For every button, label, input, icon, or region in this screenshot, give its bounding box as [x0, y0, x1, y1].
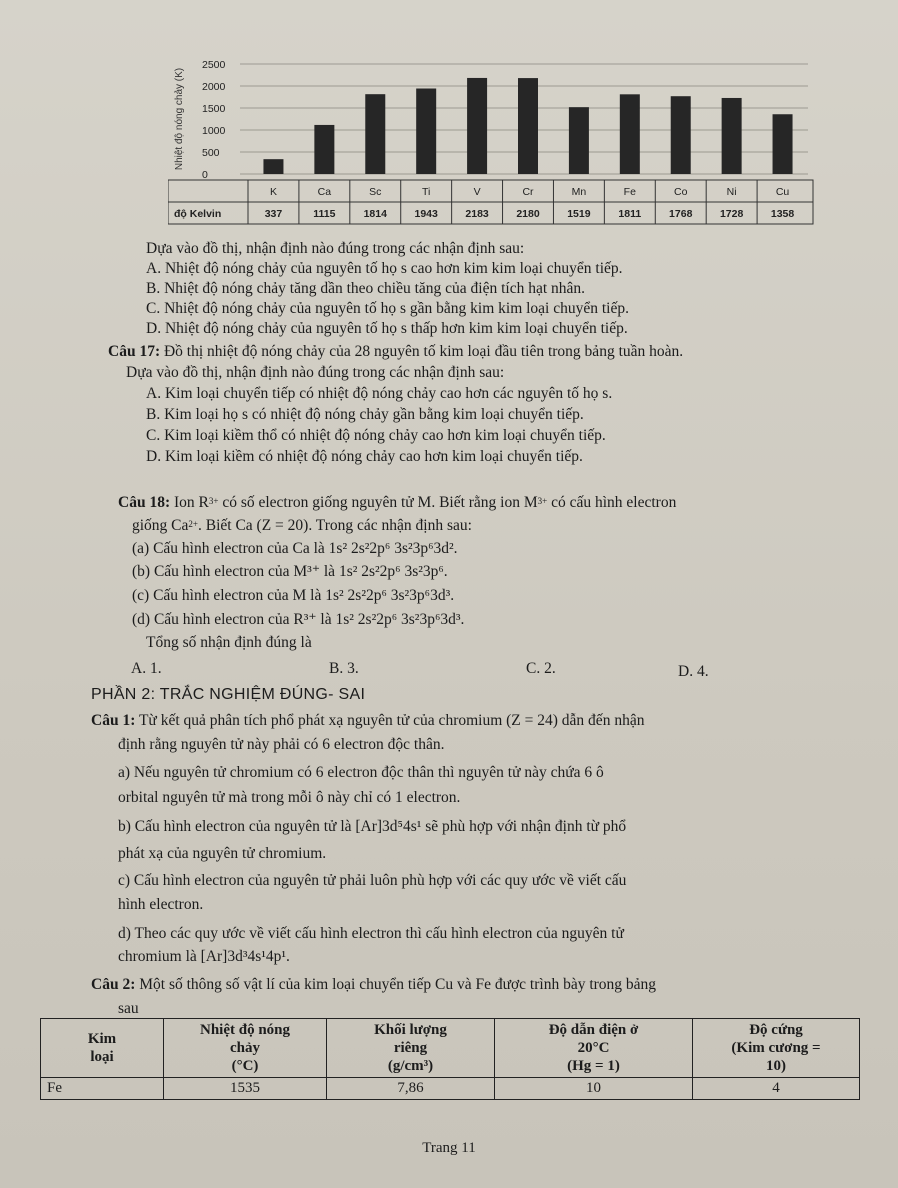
q17-option-d: D. Kim loại kiềm có nhiệt độ nóng chảy cao hơn kim loại chuyển tiếp.	[146, 448, 583, 465]
q17-text: Đồ thị nhiệt độ nóng chảy của 28 nguyên tố kim loại đầu tiên trong bảng tuần hoàn.	[163, 343, 684, 360]
y-tick-label: 2500	[202, 59, 226, 71]
part2-q1-c-line1: c) Cấu hình electron của nguyên tử phải luôn phù hợp với các quy ước về viết cấu	[118, 872, 627, 889]
q18-stem-line2	[132, 517, 472, 535]
value-label-v: 2183	[465, 208, 489, 220]
q18-intro-line2-2: . Biết Ca (Z = 20). Trong các nhận định sau:	[197, 517, 472, 534]
value-label-ca: 1115	[313, 208, 336, 220]
value-label-mn: 1519	[567, 208, 591, 220]
header-hard-line2: (Kim cương =	[731, 1040, 821, 1056]
q18-statement-c: (c) Cấu hình electron của M là 1s² 2s²2p⁶ 3s²3p⁶3d³.	[132, 587, 455, 604]
table-row	[41, 1078, 860, 1100]
melting-point-chart	[168, 50, 820, 240]
part2-q2-line2: sau	[118, 1000, 139, 1017]
y-tick-label: 2000	[202, 81, 226, 93]
part2-q1-stem	[91, 712, 644, 730]
part2-q2-stem	[91, 976, 656, 994]
value-label-k: 337	[264, 208, 283, 220]
category-label-ni: Ni	[726, 186, 737, 198]
q18-summary: Tổng số nhận định đúng là	[146, 634, 312, 651]
category-label-k: K	[269, 186, 277, 198]
value-label-cr: 2180	[516, 208, 540, 220]
header-melt-line1: Nhiệt độ nóng	[199, 1022, 291, 1038]
bar-cu	[773, 114, 793, 174]
q16-option-d: D. Nhiệt độ nóng chảy của nguyên tố họ s thấp hơn kim kim loại chuyển tiếp.	[146, 320, 628, 337]
page-number: Trang 11	[422, 1140, 476, 1156]
y-tick-label: 0	[202, 169, 208, 181]
header-density-line2: riêng	[393, 1040, 428, 1056]
part2-q1-b-line2: phát xạ của nguyên tử chromium.	[118, 845, 327, 862]
header-density-line1: Khối lượng	[374, 1022, 447, 1038]
header-conductivity	[495, 1019, 693, 1078]
bar-sc	[365, 94, 385, 174]
part2-q1-c-line2: hình electron.	[118, 896, 204, 913]
header-melting-point	[164, 1019, 327, 1078]
q17-option-a: A. Kim loại chuyển tiếp có nhiệt độ nóng chảy cao hơn các nguyên tố họ s.	[146, 385, 613, 402]
q18-intro-1: Ion R	[173, 494, 209, 511]
bar-k	[263, 159, 283, 174]
header-cond-line3: (Hg = 1)	[567, 1058, 620, 1074]
cell-hardness: 4	[693, 1078, 860, 1100]
cell-conductivity: 10	[495, 1078, 693, 1100]
header-melt-line2: chảy	[230, 1040, 260, 1056]
bar-ti	[416, 89, 436, 174]
value-label-fe: 1811	[618, 208, 642, 220]
q18-intro-2: có số electron giống nguyên tử M. Biết rằng ion M	[218, 494, 538, 511]
q18-option-a: A. 1.	[131, 660, 162, 677]
category-label-sc: Sc	[369, 186, 382, 198]
category-label-v: V	[473, 186, 481, 198]
part2-q1-d-line2: chromium là [Ar]3d³4s¹4p¹.	[118, 948, 290, 965]
header-melt-line3: (°C)	[231, 1058, 259, 1074]
q18-statement-a: (a) Cấu hình electron của Ca là 1s² 2s²2p⁶ 3s²3p⁶3d².	[132, 540, 458, 557]
header-density-line3: (g/cm³)	[387, 1058, 434, 1074]
part2-q1-line1: Từ kết quả phân tích phổ phát xạ nguyên tử của chromium (Z = 24) dẫn đến nhận	[138, 712, 645, 729]
header-density	[327, 1019, 495, 1078]
cell-melt: 1535	[164, 1078, 327, 1100]
q18-sup-m: 3+	[537, 496, 548, 506]
bar-co	[671, 96, 691, 174]
bar-mn	[569, 107, 589, 174]
part2-q1-a-line1: a) Nếu nguyên tử chromium có 6 electron độc thân thì nguyên tử này chứa 6 ô	[118, 764, 604, 781]
q16-prompt: Dựa vào đồ thị, nhận định nào đúng trong các nhận định sau:	[146, 240, 525, 257]
bar-fe	[620, 94, 640, 174]
q17-option-c: C. Kim loại kiềm thổ có nhiệt độ nóng chảy cao hơn kim loại chuyển tiếp.	[146, 427, 606, 444]
q18-stem	[118, 494, 676, 512]
part2-heading: PHẦN 2: TRẮC NGHIỆM ĐÚNG- SAI	[91, 686, 366, 703]
q17-option-b: B. Kim loại họ s có nhiệt độ nóng chảy gần bằng kim loại chuyển tiếp.	[146, 406, 584, 423]
part2-q1-line2: định rằng nguyên tử này phải có 6 electron độc thân.	[118, 736, 445, 753]
category-label-co: Co	[674, 186, 688, 198]
category-label-ti: Ti	[422, 186, 431, 198]
y-tick-label: 1500	[202, 103, 226, 115]
q18-label: Câu 18:	[118, 494, 171, 511]
q18-option-d: D. 4.	[678, 663, 709, 680]
value-label-ti: 1943	[414, 208, 438, 220]
header-cond-line2: 20°C	[577, 1040, 610, 1056]
bar-cr	[518, 78, 538, 174]
metal-properties-table	[40, 1018, 860, 1100]
y-axis-label: Nhiệt độ nóng chảy (K)	[174, 67, 185, 171]
header-metal	[41, 1019, 164, 1078]
table-header-row	[41, 1019, 860, 1078]
header-hard-line3: 10)	[766, 1058, 786, 1074]
category-label-mn: Mn	[571, 186, 587, 198]
header-metal-line1: Kim	[87, 1031, 117, 1047]
cell-density: 7,86	[327, 1078, 495, 1100]
q17-label: Câu 17:	[108, 343, 161, 360]
bar-ni	[722, 98, 742, 174]
value-label-co: 1768	[669, 208, 693, 220]
category-label-fe: Fe	[623, 186, 636, 198]
q18-sup-ca: 2+	[188, 519, 198, 529]
part2-q2-label: Câu 2:	[91, 976, 136, 993]
y-tick-label: 1000	[202, 125, 226, 137]
category-label-cr: Cr	[522, 186, 534, 198]
q18-intro-line2-1: giống Ca	[132, 517, 189, 534]
value-label-sc: 1814	[363, 208, 387, 220]
category-label-ca: Ca	[317, 186, 332, 198]
value-label-cu: 1358	[770, 208, 795, 220]
header-hardness	[693, 1019, 860, 1078]
row-label-kelvin: độ Kelvin	[174, 208, 222, 220]
cell-metal: Fe	[41, 1078, 164, 1100]
q18-option-c: C. 2.	[526, 660, 556, 677]
part2-q2-line1: Một số thông số vật lí của kim loại chuyển tiếp Cu và Fe được trình bày trong bảng	[139, 976, 657, 993]
part2-q1-d-line1: d) Theo các quy ước về viết cấu hình electron thì cấu hình electron của nguyên tử	[118, 925, 624, 942]
header-metal-line2: loại	[90, 1049, 114, 1065]
q16-option-a: A. Nhiệt độ nóng chảy của nguyên tố họ s cao hơn kim kim loại chuyển tiếp.	[146, 260, 623, 277]
header-hard-line1: Độ cứng	[749, 1022, 803, 1038]
q18-statement-b: (b) Cấu hình electron của M³⁺ là 1s² 2s²2p⁶ 3s²3p⁶.	[132, 563, 448, 580]
y-tick-label: 500	[202, 147, 220, 159]
q17-prompt: Dựa vào đồ thị, nhận định nào đúng trong các nhận định sau:	[126, 364, 505, 381]
category-label-cu: Cu	[775, 186, 790, 198]
value-label-ni: 1728	[719, 208, 744, 220]
q18-intro-3: có cấu hình electron	[547, 494, 677, 511]
q16-option-c: C. Nhiệt độ nóng chảy của nguyên tố họ s gần bằng kim kim loại chuyển tiếp.	[146, 300, 629, 317]
q18-sup-r: 3+	[208, 496, 219, 506]
q18-option-b: B. 3.	[329, 660, 359, 677]
part2-q1-a-line2: orbital nguyên tử mà trong mỗi ô này chỉ có 1 electron.	[118, 789, 461, 806]
part2-q1-label: Câu 1:	[91, 712, 136, 729]
part2-q1-b-line1: b) Cấu hình electron của nguyên tử là [Ar]3d⁵4s¹ sẽ phù hợp với nhận định từ phổ	[118, 818, 627, 835]
q17-stem	[108, 343, 683, 361]
q18-statement-d: (d) Cấu hình electron của R³⁺ là 1s² 2s²2p⁶ 3s²3p⁶3d³.	[132, 611, 465, 628]
bar-v	[467, 78, 487, 174]
chart-svg	[168, 50, 820, 240]
header-cond-line1: Độ dẫn điện ở	[548, 1022, 639, 1038]
q16-option-b: B. Nhiệt độ nóng chảy tăng dần theo chiều tăng của điện tích hạt nhân.	[146, 280, 586, 297]
bar-ca	[314, 125, 334, 174]
